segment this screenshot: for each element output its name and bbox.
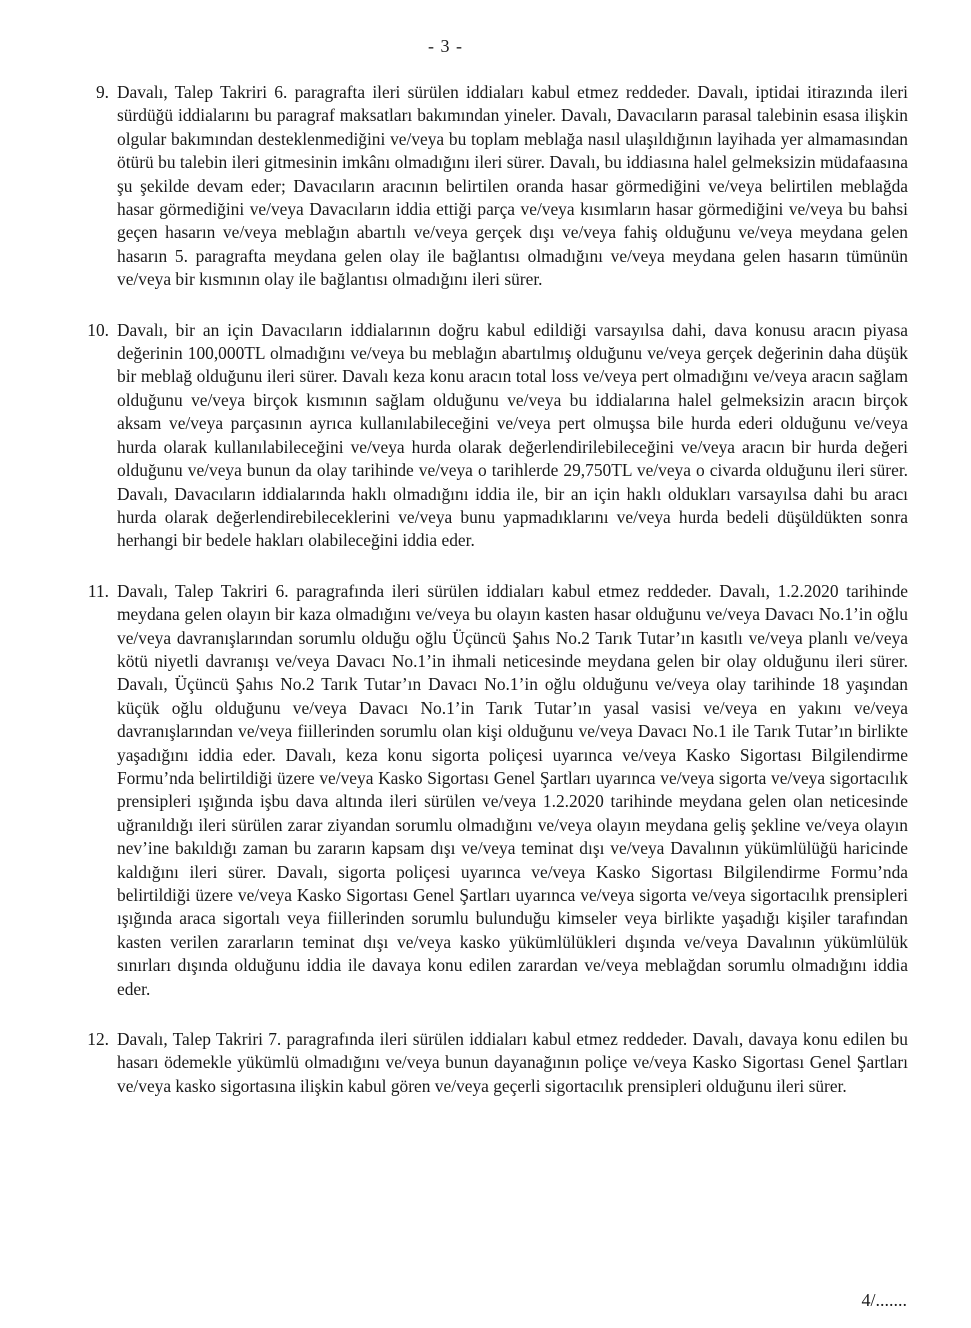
paragraph-number: 11. [87,580,109,601]
next-page-indicator: 4/....... [861,1290,907,1310]
page-number-header: - 3 - [428,36,463,56]
paragraph-number: 12. [87,1029,109,1050]
document-body [0,57,971,1098]
paragraph-number: 9. [95,82,109,102]
paragraph-text: Davalı, bir an için Davacıların iddialarının doğru kabul edildiği varsayılsa dahi, dava konusu aracın piyasa değerinin 100,000TL olmadığını ve/veya bu meblağın abartılmış olduğunu ve/veya gerçek değerinin daha düşük bir meblağ olduğunu ileri sürer. Davalı keza konu aracın total loss ve/veya pert olmadığını ve/veya aracın sağlam olduğunu ve/veya birçok kısmının sağlam olduğunu ve/veya bu iddialarına halel gelmeksizin aracın birçok aksam ve/veya parçasının ayrıca kullanılabileceğini ve/veya pert olmuşsa bile hurda ederi olduğunu ve/veya hurda olarak kullanılabileceğini ve/veya hurda olarak değerlendirilebileceğini ve/veya aracın bir hurda değeri olduğunu ve/veya bunun da olay tarihinde ve/veya o tarihlerde 29,750TL ve/veya o civarda olduğunu ileri sürer. Davalı, Davacıların iddialarında haklı olmadığını iddia ile, bir an için haklı oldukları varsayılsa dahi bu aracı hurda olarak değerlendirebileceklerini ve/veya bunu yapmadıklarını ve/veya hurda bedeli düşüldükten sonra herhangi bir bedele hakları olabileceğini iddia eder. [117,319,908,551]
paragraph-text: Davalı, Talep Takriri 6. paragrafta ileri sürülen iddiaları kabul etmez reddeder. Davalı, iptidai itirazında ileri sürdüğü iddialarını bu paragraf maksatları bakımından yineler. Davalı, Davacıların parasal talebinin esasa ilişkin olgular bakımından desteklenmediğini ve/veya bu toplam meblağa nasıl ulaşıldığının layihada yer almamasından ötürü bu talebin ileri gitmesinin imkânı olmadığını ileri sürer. Davalı, bu iddiasına halel gelmeksizin müdafaasına şu şekilde devam eder; Davacıların aracının belirtilen oranda hasar görmediğini ve/veya belirtilen meblağda hasar görmediğini ve/veya Davacıların iddia ettiği parça ve/veya kısımların hasar görmediğini ve/veya bu bahsi geçen hasarın ve/veya meblağın abartılı ve/veya gerçek dışı ve/veya fahiş olduğunu ve/veya meydana gelen hasarın 5. paragrafta meydana gelen olay ile bağlantısı olmadığını ve/veya meydana gelen hasarın tümünün ve/veya bir kısmının olay ile bağlantısı olmadığını ileri sürer. [117,82,908,290]
paragraph-number: 10. [87,319,109,340]
paragraph-9 [82,81,908,292]
paragraph-11 [82,580,908,1001]
paragraph-text: Davalı, Talep Takriri 6. paragrafında ileri sürülen iddiaları kabul etmez reddeder. Davalı, 1.2.2020 tarihinde meydana gelen olayın bir kaza olmadığını ve/veya bu olayın kasten hasar olduğunu ve/veya Davacı No.1’in oğlu ve/veya davranışlarından sorumlu olduğu oğlu Üçüncü Şahıs No.2 Tarık Tutar’ın kasıtlı ve/veya planlı ve/veya kötü niyetli davranışı ve/veya Davacı No.1’in ihmali neticesinde meydana gelen bir olay olduğunu ileri sürer. Davalı, Üçüncü Şahıs No.2 Tarık Tutar’ın Davacı No.1’in oğlu olduğunu ve/veya olay tarihinde 18 yaşından küçük oğlu olduğunu ve/veya Davacı No.1’in Tarık Tutar’ın yasal vasisi ve/veya en yakını ve/veya davranışlarından ve/veya fiillerinden sorumlu olan kişi olduğunu ve/veya Davacı No.1 ile Tarık Tutar’ın birlikte yaşadığını iddia eder. Davalı, keza konu sigorta poliçesi uyarınca ve/veya Kasko Sigortası Bilgilendirme Formu’nda belirtildiği üzere ve/veya Kasko Sigortası Genel Şartları uyarınca ve/veya sigorta ve/veya sigortacılık prensipleri ışığında işbu dava altında ileri sürülen ve/veya 1.2.2020 tarihinde meydana gelen olan neticesinde uğranıldığı ileri sürülen zarar ziyandan sorumlu olmadığını ve/veya olayın meydana geliş şekline ve/veya olayın nev’ine bakıldığı zaman bu zararın kapsam dışı ve/veya teminat dışı ve/veya Davalının yükümlülüğü haricinde kaldığını ileri sürer. Davalı, sigorta poliçesi uyarınca ve/veya Kasko Sigortası Bilgilendirme Formu’nda belirtildiği üzere ve/veya Kasko Sigortası Genel Şartları uyarınca ve/veya sigorta ve/veya sigortacılık prensipleri ışığında araca sigortalı veya fiillerinden sorumlu bulunduğu kimseler veya birlikte yaşadığı kişiler tarafından kasten verilen zararların teminat dışı ve/veya kasko yükümlülükleri dışında ve/veya Davalının yükümlülük sınırları dışında olduğunu iddia ile davaya konu edilen zarardan ve/veya meblağdan sorumlu olmadığını iddia eder. [117,580,908,999]
paragraph-text: Davalı, Talep Takriri 7. paragrafında ileri sürülen iddiaları kabul etmez reddeder. Davalı, davaya konu edilen bu hasarı ödemekle yükümlü olmadığını ve/veya bunun dayanağının poliçe ve/veya Kasko Sigortası Genel Şartları ve/veya kasko sigortasına ilişkin kabul gören ve/veya geçerli sigortacılık prensipleri olduğunu ileri sürer. [117,1029,908,1096]
paragraph-12 [82,1028,908,1098]
paragraph-10 [82,319,908,553]
